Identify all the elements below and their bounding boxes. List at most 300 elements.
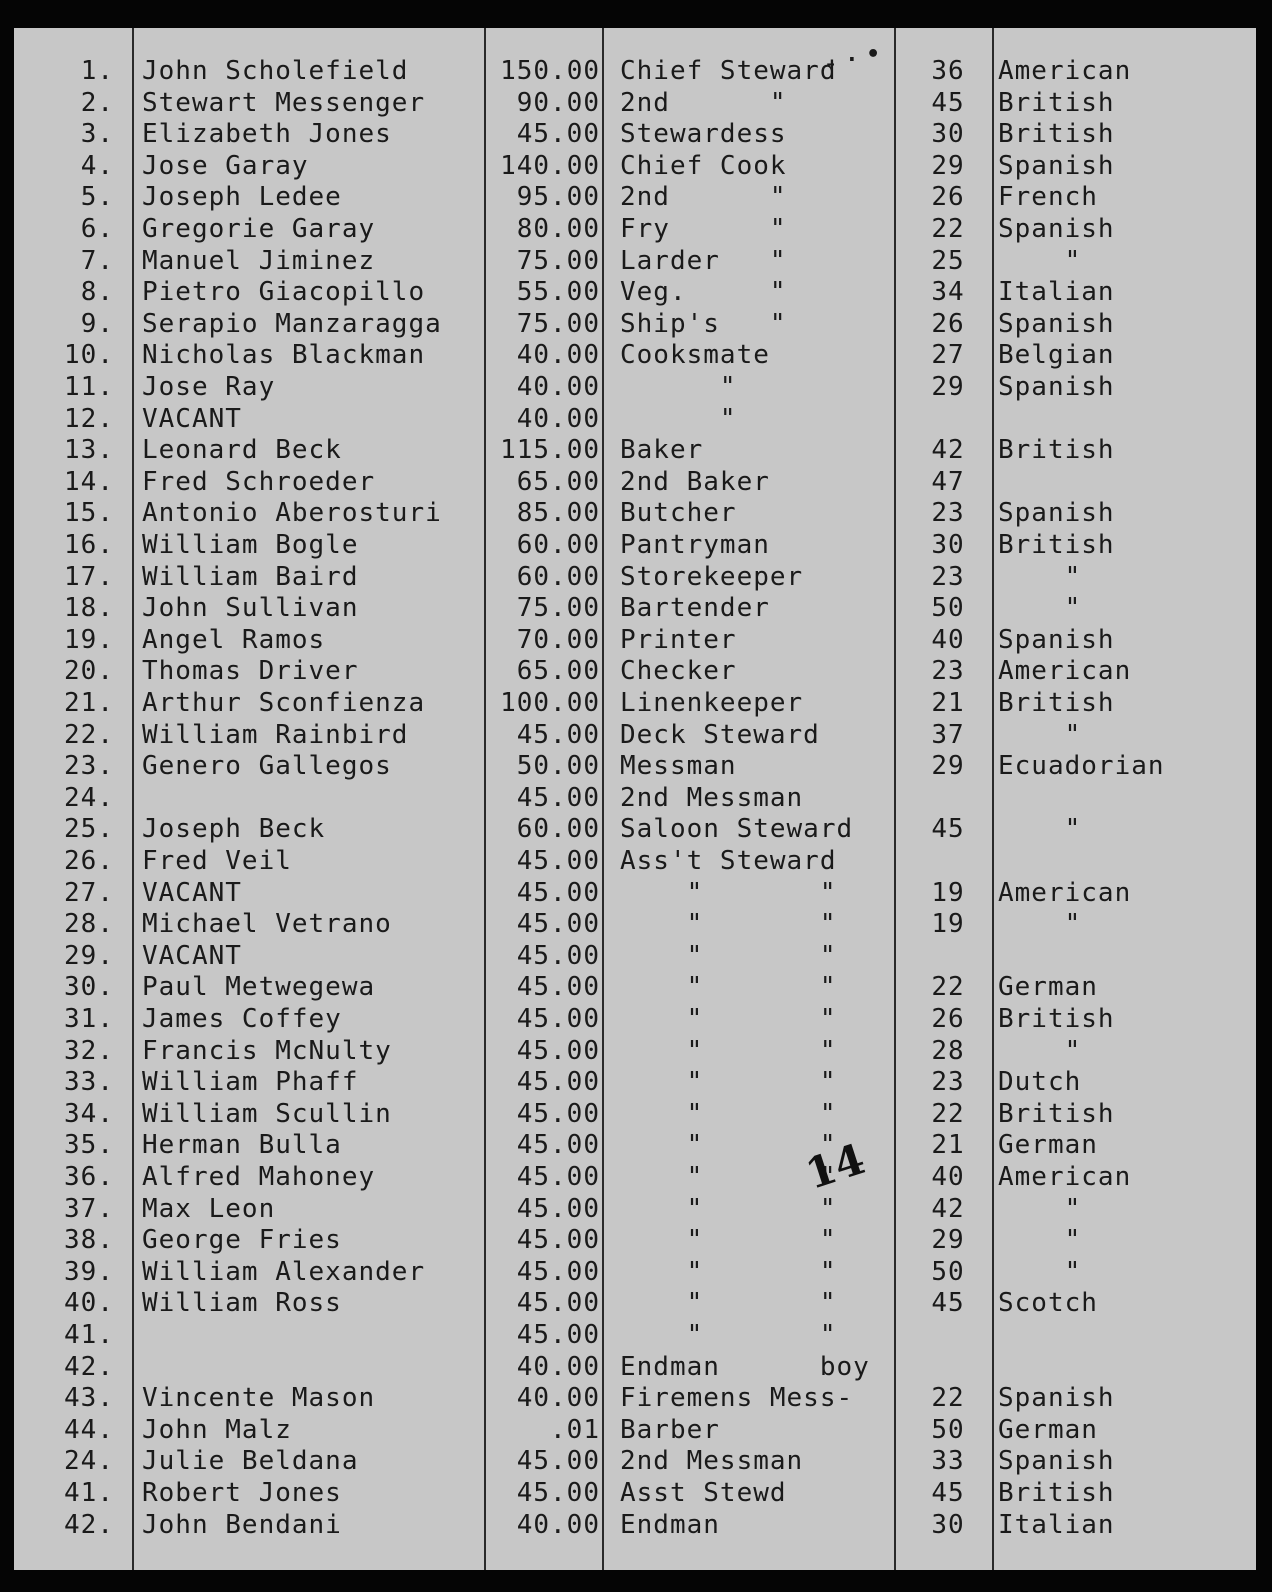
table-row <box>14 562 1256 592</box>
row-number: 23. <box>64 751 114 782</box>
position: " " <box>620 1004 837 1034</box>
crew-name: Max Leon <box>142 1193 276 1224</box>
position: Ship's " <box>620 308 787 339</box>
wage: 45.00 <box>516 1446 600 1477</box>
crew-name: Arthur Sconfienza <box>142 688 426 718</box>
nationality: British <box>998 1098 1115 1129</box>
row-number: 31. <box>64 1004 114 1034</box>
position: " <box>620 403 737 434</box>
table-row <box>14 435 1256 465</box>
crew-name: Francis McNulty <box>142 1035 392 1066</box>
page-number: 14 <box>799 1134 871 1199</box>
crew-name: Jose Ray <box>142 372 276 402</box>
row-number: 44. <box>64 1414 114 1445</box>
crew-name: Manuel Jiminez <box>142 245 376 276</box>
table-row <box>14 467 1256 497</box>
wage: 45.00 <box>516 1193 600 1224</box>
position: Messman <box>620 751 737 782</box>
wage: 45.00 <box>516 909 600 940</box>
age: 21 <box>931 688 965 718</box>
crew-name: VACANT <box>142 940 242 971</box>
position: Butcher <box>620 498 737 529</box>
wage: 140.00 <box>500 150 600 181</box>
age: 21 <box>931 1130 965 1161</box>
position: " " <box>620 1035 837 1066</box>
nationality: British <box>998 435 1115 466</box>
row-number: 27. <box>64 877 114 908</box>
position: Saloon Steward <box>620 814 854 845</box>
position: 2nd Messman <box>620 782 804 813</box>
position: Stewardess <box>620 119 787 150</box>
age: 45 <box>931 1288 965 1319</box>
crew-name: William Alexander <box>142 1256 426 1287</box>
wage: 45.00 <box>516 1130 600 1161</box>
age: 19 <box>931 877 965 908</box>
nationality: " <box>998 1193 1082 1224</box>
age: 30 <box>931 1509 965 1540</box>
nationality: " <box>998 719 1082 750</box>
position: Checker <box>620 656 737 687</box>
row-number: 25. <box>64 814 114 845</box>
age: 27 <box>931 340 965 371</box>
age: 22 <box>931 972 965 1003</box>
nationality: British <box>998 688 1115 718</box>
crew-name: Pietro Giacopillo <box>142 277 426 308</box>
nationality: Spanish <box>998 1383 1115 1414</box>
table-row <box>14 909 1256 939</box>
age: 19 <box>931 909 965 940</box>
row-number: 16. <box>64 530 114 560</box>
row-number: 34. <box>64 1098 114 1129</box>
nationality: " <box>998 1035 1082 1066</box>
crew-name: Michael Vetrano <box>142 909 392 940</box>
position: Fry " <box>620 214 787 244</box>
position: " " <box>620 1098 837 1129</box>
position: 2nd " <box>620 182 787 213</box>
wage: 65.00 <box>516 466 600 497</box>
age: 23 <box>931 1067 965 1098</box>
nationality: German <box>998 1414 1098 1445</box>
position: " " <box>620 1256 837 1287</box>
wage: 45.00 <box>516 1035 600 1066</box>
row-number: 10. <box>64 340 114 371</box>
nationality: American <box>998 877 1132 908</box>
wage: 45.00 <box>516 1004 600 1034</box>
row-number: 8. <box>80 277 114 308</box>
position: Veg. " <box>620 277 787 308</box>
position: Baker <box>620 435 704 466</box>
crew-name: Leonard Beck <box>142 435 342 466</box>
wage: 45.00 <box>516 782 600 813</box>
position: " " <box>620 1320 837 1350</box>
nationality: " <box>998 561 1082 592</box>
crew-name: Alfred Mahoney <box>142 1162 376 1192</box>
row-number: 11. <box>64 372 114 402</box>
crew-list-page <box>14 28 1256 1570</box>
nationality: French <box>998 182 1098 213</box>
nationality: " <box>998 1225 1082 1256</box>
table-row <box>14 1288 1256 1318</box>
age: 26 <box>931 182 965 213</box>
position: " " <box>620 909 837 940</box>
age: 50 <box>931 1256 965 1287</box>
table-row <box>14 182 1256 212</box>
position: 2nd " <box>620 87 787 118</box>
age: 50 <box>931 593 965 624</box>
crew-name: VACANT <box>142 877 242 908</box>
wage: 90.00 <box>516 87 600 118</box>
nationality: American <box>998 56 1132 86</box>
wage: 75.00 <box>516 593 600 624</box>
position: " " <box>620 877 837 908</box>
wage: 45.00 <box>516 1162 600 1192</box>
crew-name: Fred Schroeder <box>142 466 376 497</box>
age: 22 <box>931 214 965 244</box>
nationality: British <box>998 1004 1115 1034</box>
crew-name: William Bogle <box>142 530 359 560</box>
table-row <box>14 972 1256 1002</box>
table-row <box>14 277 1256 307</box>
table-row <box>14 1257 1256 1287</box>
table-row <box>14 340 1256 370</box>
wage: 45.00 <box>516 1320 600 1350</box>
position: Endman <box>620 1509 720 1540</box>
table-row <box>14 1067 1256 1097</box>
nationality: Scotch <box>998 1288 1098 1319</box>
table-row <box>14 1225 1256 1255</box>
nationality: German <box>998 1130 1098 1161</box>
age: 29 <box>931 751 965 782</box>
crew-name: Serapio Manzaragga <box>142 308 442 339</box>
row-number: 43. <box>64 1383 114 1414</box>
table-row <box>14 941 1256 971</box>
table-row <box>14 309 1256 339</box>
wage: 40.00 <box>516 1351 600 1382</box>
nationality: American <box>998 656 1132 687</box>
wage: 75.00 <box>516 308 600 339</box>
wage: 100.00 <box>500 688 600 718</box>
row-number: 20. <box>64 656 114 687</box>
age: 37 <box>931 719 965 750</box>
wage: 60.00 <box>516 561 600 592</box>
age: 29 <box>931 1225 965 1256</box>
position: 2nd Baker <box>620 466 770 497</box>
wage: 45.00 <box>516 1288 600 1319</box>
crew-name: Antonio Aberosturi <box>142 498 442 529</box>
position: " " <box>620 1193 837 1224</box>
row-number: 39. <box>64 1256 114 1287</box>
table-row <box>14 1099 1256 1129</box>
nationality: Spanish <box>998 308 1115 339</box>
crew-name: John Malz <box>142 1414 292 1445</box>
age: 23 <box>931 561 965 592</box>
crew-name: Jose Garay <box>142 150 309 181</box>
crew-name: George Fries <box>142 1225 342 1256</box>
table-row <box>14 1320 1256 1350</box>
crew-name: Elizabeth Jones <box>142 119 392 150</box>
table-row <box>14 246 1256 276</box>
age: 40 <box>931 624 965 655</box>
crew-name: James Coffey <box>142 1004 342 1034</box>
row-number: 42. <box>64 1351 114 1382</box>
position: Firemens Mess- <box>620 1383 854 1414</box>
nationality: " <box>998 593 1082 624</box>
wage: 45.00 <box>516 1067 600 1098</box>
position: " " <box>620 1067 837 1098</box>
wage: 115.00 <box>500 435 600 466</box>
crew-name: Julie Beldana <box>142 1446 359 1477</box>
row-number: 33. <box>64 1067 114 1098</box>
nationality: Spanish <box>998 624 1115 655</box>
top-mark: ˍ.• <box>824 42 888 67</box>
nationality: Spanish <box>998 214 1115 244</box>
table-row <box>14 88 1256 118</box>
table-row <box>14 1415 1256 1445</box>
nationality: British <box>998 530 1115 560</box>
table-row <box>14 814 1256 844</box>
position: Deck Steward <box>620 719 820 750</box>
table-row <box>14 751 1256 781</box>
wage: 40.00 <box>516 403 600 434</box>
age: 28 <box>931 1035 965 1066</box>
row-number: 6. <box>80 214 114 244</box>
position: Ass't Steward <box>620 846 837 876</box>
position: Larder " <box>620 245 787 276</box>
table-row <box>14 1036 1256 1066</box>
row-number: 38. <box>64 1225 114 1256</box>
row-number: 32. <box>64 1035 114 1066</box>
crew-name: William Baird <box>142 561 359 592</box>
position: Chief Cook <box>620 150 787 181</box>
row-number: 3. <box>80 119 114 150</box>
age: 29 <box>931 372 965 402</box>
table-row <box>14 688 1256 718</box>
row-number: 24. <box>64 1446 114 1477</box>
table-row <box>14 783 1256 813</box>
position: " " <box>620 940 837 971</box>
age: 30 <box>931 119 965 150</box>
row-number: 40. <box>64 1288 114 1319</box>
table-row <box>14 1194 1256 1224</box>
crew-name: Thomas Driver <box>142 656 359 687</box>
wage: 70.00 <box>516 624 600 655</box>
position: " " <box>620 1162 837 1192</box>
age: 36 <box>931 56 965 86</box>
nationality: British <box>998 87 1115 118</box>
age: 42 <box>931 435 965 466</box>
age: 22 <box>931 1098 965 1129</box>
age: 26 <box>931 1004 965 1034</box>
row-number: 41. <box>64 1320 114 1350</box>
crew-name: Nicholas Blackman <box>142 340 426 371</box>
row-number: 18. <box>64 593 114 624</box>
crew-name: Robert Jones <box>142 1478 342 1508</box>
row-number: 24. <box>64 782 114 813</box>
nationality: Belgian <box>998 340 1115 371</box>
age: 45 <box>931 1478 965 1508</box>
age: 45 <box>931 814 965 845</box>
wage: 95.00 <box>516 182 600 213</box>
wage: 80.00 <box>516 214 600 244</box>
crew-name: John Bendani <box>142 1509 342 1540</box>
nationality: Italian <box>998 1509 1115 1540</box>
wage: 45.00 <box>516 119 600 150</box>
table-row <box>14 846 1256 876</box>
crew-name: Joseph Ledee <box>142 182 342 213</box>
age: 42 <box>931 1193 965 1224</box>
wage: 45.00 <box>516 877 600 908</box>
table-row <box>14 498 1256 528</box>
table-row <box>14 214 1256 244</box>
crew-name: Fred Veil <box>142 846 292 876</box>
row-number: 37. <box>64 1193 114 1224</box>
table-row <box>14 151 1256 181</box>
row-number: 30. <box>64 972 114 1003</box>
crew-name: William Scullin <box>142 1098 392 1129</box>
age: 33 <box>931 1446 965 1477</box>
table-row <box>14 1004 1256 1034</box>
nationality: " <box>998 1256 1082 1287</box>
crew-name: VACANT <box>142 403 242 434</box>
row-number: 22. <box>64 719 114 750</box>
nationality: Spanish <box>998 150 1115 181</box>
table-row <box>14 720 1256 750</box>
wage: 85.00 <box>516 498 600 529</box>
row-number: 2. <box>80 87 114 118</box>
crew-name: Joseph Beck <box>142 814 326 845</box>
wage: 45.00 <box>516 719 600 750</box>
row-number: 5. <box>80 182 114 213</box>
nationality: Spanish <box>998 1446 1115 1477</box>
position: " <box>620 372 737 402</box>
nationality: British <box>998 1478 1115 1508</box>
wage: 150.00 <box>500 56 600 86</box>
wage: 40.00 <box>516 1509 600 1540</box>
table-row <box>14 56 1256 86</box>
wage: 45.00 <box>516 972 600 1003</box>
crew-name: William Phaff <box>142 1067 359 1098</box>
age: 23 <box>931 498 965 529</box>
row-number: 26. <box>64 846 114 876</box>
position: Chief Steward <box>620 56 837 86</box>
wage: 60.00 <box>516 814 600 845</box>
wage: 55.00 <box>516 277 600 308</box>
wage: 60.00 <box>516 530 600 560</box>
position: Endman boy <box>620 1351 870 1382</box>
crew-name: Herman Bulla <box>142 1130 342 1161</box>
nationality: Italian <box>998 277 1115 308</box>
crew-name: Angel Ramos <box>142 624 326 655</box>
wage: 45.00 <box>516 1478 600 1508</box>
nationality: American <box>998 1162 1132 1192</box>
position: Storekeeper <box>620 561 804 592</box>
row-number: 35. <box>64 1130 114 1161</box>
nationality: " <box>998 245 1082 276</box>
wage: 40.00 <box>516 1383 600 1414</box>
crew-name: John Scholefield <box>142 56 409 86</box>
wage: 45.00 <box>516 1225 600 1256</box>
row-number: 4. <box>80 150 114 181</box>
wage: 45.00 <box>516 846 600 876</box>
wage: 40.00 <box>516 372 600 402</box>
position: " " <box>620 972 837 1003</box>
table-row <box>14 372 1256 402</box>
wage: 75.00 <box>516 245 600 276</box>
nationality: Spanish <box>998 372 1115 402</box>
nationality: Ecuadorian <box>998 751 1165 782</box>
crew-name: Paul Metwegewa <box>142 972 376 1003</box>
table-row <box>14 530 1256 560</box>
crew-name: Vincente Mason <box>142 1383 376 1414</box>
crew-name: Stewart Messenger <box>142 87 426 118</box>
wage: 45.00 <box>516 1098 600 1129</box>
table-row <box>14 878 1256 908</box>
age: 25 <box>931 245 965 276</box>
age: 30 <box>931 530 965 560</box>
row-number: 19. <box>64 624 114 655</box>
row-number: 41. <box>64 1478 114 1508</box>
age: 50 <box>931 1414 965 1445</box>
crew-name: William Ross <box>142 1288 342 1319</box>
nationality: " <box>998 909 1082 940</box>
row-number: 9. <box>80 308 114 339</box>
table-row <box>14 1162 1256 1192</box>
position: Barber <box>620 1414 720 1445</box>
table-row <box>14 1510 1256 1540</box>
row-number: 13. <box>64 435 114 466</box>
row-number: 28. <box>64 909 114 940</box>
row-number: 14. <box>64 466 114 497</box>
table-row <box>14 1352 1256 1382</box>
wage: 45.00 <box>516 940 600 971</box>
wage: 65.00 <box>516 656 600 687</box>
row-number: 17. <box>64 561 114 592</box>
nationality: German <box>998 972 1098 1003</box>
table-row <box>14 1383 1256 1413</box>
nationality: Dutch <box>998 1067 1082 1098</box>
nationality: British <box>998 119 1115 150</box>
position: " " <box>620 1130 837 1161</box>
nationality: " <box>998 814 1082 845</box>
row-number: 36. <box>64 1162 114 1192</box>
table-row <box>14 119 1256 149</box>
table-row <box>14 1478 1256 1508</box>
age: 23 <box>931 656 965 687</box>
row-number: 7. <box>80 245 114 276</box>
wage: 45.00 <box>516 1256 600 1287</box>
position: Printer <box>620 624 737 655</box>
wage: .01 <box>550 1414 600 1445</box>
age: 45 <box>931 87 965 118</box>
row-number: 42. <box>64 1509 114 1540</box>
position: Pantryman <box>620 530 770 560</box>
nationality: Spanish <box>998 498 1115 529</box>
position: " " <box>620 1225 837 1256</box>
crew-name: Gregorie Garay <box>142 214 376 244</box>
crew-name: Genero Gallegos <box>142 751 392 782</box>
row-number: 21. <box>64 688 114 718</box>
age: 22 <box>931 1383 965 1414</box>
table-row <box>14 625 1256 655</box>
row-number: 12. <box>64 403 114 434</box>
table-row <box>14 1446 1256 1476</box>
position: Bartender <box>620 593 770 624</box>
table-row <box>14 404 1256 434</box>
position: Cooksmate <box>620 340 770 371</box>
position: " " <box>620 1288 837 1319</box>
age: 47 <box>931 466 965 497</box>
position: 2nd Messman <box>620 1446 804 1477</box>
